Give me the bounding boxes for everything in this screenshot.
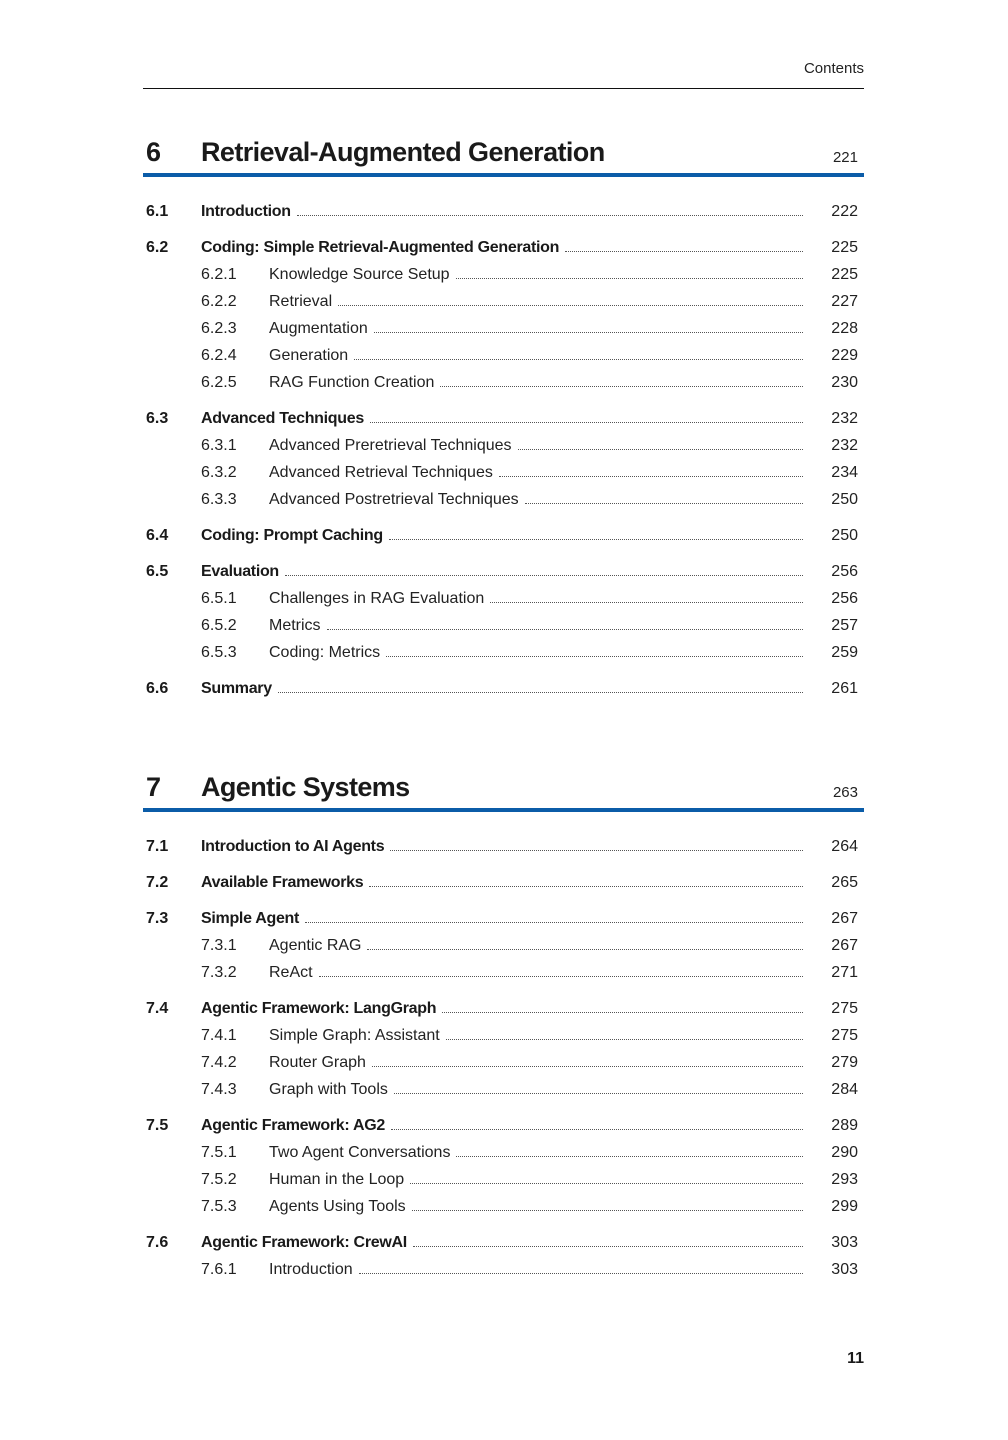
dot-leader (391, 1128, 803, 1130)
chapter-section (143, 768, 864, 1278)
entry-page-number: 228 (831, 320, 858, 337)
entry-page-number: 275 (831, 1000, 858, 1017)
entry-page-number: 225 (831, 239, 858, 256)
entry-page-number: 271 (831, 964, 858, 981)
entry-title-wrap (269, 1081, 803, 1099)
entry-title: Advanced Techniques (201, 410, 364, 427)
entry-title-wrap (269, 1198, 803, 1216)
entry-title-wrap (269, 320, 803, 338)
entry-number: 6.3 (146, 410, 169, 427)
entry-number: 7.2 (146, 874, 169, 891)
entry-title: Coding: Metrics (269, 644, 381, 661)
entry-title-wrap (269, 266, 803, 284)
entry-page-number: 230 (831, 374, 858, 391)
entry-title-wrap (201, 1117, 803, 1135)
dot-leader (319, 975, 803, 977)
dot-leader (285, 574, 803, 576)
entry-page-number: 229 (831, 347, 858, 364)
toc-subsection-entry[interactable] (143, 320, 864, 342)
toc-subsection-entry[interactable] (143, 1054, 864, 1076)
dot-leader (390, 849, 803, 851)
dot-leader (499, 475, 803, 477)
dot-leader (370, 421, 803, 423)
entry-title: Simple Agent (201, 910, 300, 927)
entry-title-wrap (269, 1261, 803, 1279)
toc-subsection-entry[interactable] (143, 374, 864, 396)
toc-section-entry[interactable] (143, 527, 864, 549)
entry-number: 6.2.2 (201, 293, 237, 310)
entry-title: Agentic Framework: CrewAI (201, 1234, 407, 1251)
entry-number: 6.6 (146, 680, 169, 697)
entry-number: 7.3 (146, 910, 169, 927)
toc-subsection-entry[interactable] (143, 491, 864, 513)
entry-title-wrap (269, 374, 803, 392)
entry-number: 7.3.1 (201, 937, 237, 954)
entry-title: Human in the Loop (269, 1171, 405, 1188)
entry-page-number: 256 (831, 563, 858, 580)
entry-page-number: 279 (831, 1054, 858, 1071)
entry-title-wrap (201, 910, 803, 928)
entry-title-wrap (269, 464, 803, 482)
toc-section-entry[interactable] (143, 838, 864, 860)
entry-number: 6.2.5 (201, 374, 237, 391)
entry-page-number: 250 (831, 527, 858, 544)
entry-page-number: 227 (831, 293, 858, 310)
toc-subsection-entry[interactable] (143, 1261, 864, 1283)
entry-number: 7.5.1 (201, 1144, 237, 1161)
toc-subsection-entry[interactable] (143, 1144, 864, 1166)
toc-subsection-entry[interactable] (143, 644, 864, 666)
entry-title-wrap (269, 491, 803, 509)
entry-number: 6.3.2 (201, 464, 237, 481)
toc-subsection-entry[interactable] (143, 1171, 864, 1193)
toc-subsection-entry[interactable] (143, 347, 864, 369)
entry-title-wrap (201, 1234, 803, 1252)
entry-title: Agents Using Tools (269, 1198, 406, 1215)
chapter-title: Retrieval-Augmented Generation (201, 137, 605, 167)
toc-section-entry[interactable] (143, 910, 864, 932)
entry-number: 7.6.1 (201, 1261, 237, 1278)
dot-leader (359, 1272, 803, 1274)
entry-number: 6.2.3 (201, 320, 237, 337)
entry-page-number: 261 (831, 680, 858, 697)
entry-page-number: 299 (831, 1198, 858, 1215)
entry-number: 7.5.2 (201, 1171, 237, 1188)
entry-title: Summary (201, 680, 272, 697)
chapter-number: 6 (146, 137, 161, 167)
dot-leader (386, 655, 803, 657)
entry-title: Agentic Framework: AG2 (201, 1117, 385, 1134)
entry-title: Retrieval (269, 293, 333, 310)
entry-title: Two Agent Conversations (269, 1144, 451, 1161)
entry-page-number: 289 (831, 1117, 858, 1134)
entry-page-number: 290 (831, 1144, 858, 1161)
chapter-page-number: 221 (832, 149, 858, 166)
entry-title-wrap (201, 527, 803, 545)
dot-leader (456, 1155, 803, 1157)
entry-title: Evaluation (201, 563, 279, 580)
toc-subsection-entry[interactable] (143, 617, 864, 639)
toc-section-entry[interactable] (143, 1117, 864, 1139)
entry-number: 7.4.2 (201, 1054, 237, 1071)
toc-section-entry[interactable] (143, 1234, 864, 1256)
entry-title-wrap (201, 680, 803, 698)
entry-number: 7.6 (146, 1234, 169, 1251)
entry-title-wrap (201, 203, 803, 221)
entry-title: Challenges in RAG Evaluation (269, 590, 485, 607)
entry-page-number: 259 (831, 644, 858, 661)
dot-leader (297, 214, 803, 216)
entry-number: 7.1 (146, 838, 169, 855)
entry-title: Knowledge Source Setup (269, 266, 450, 283)
dot-leader (518, 448, 803, 450)
entry-page-number: 232 (831, 437, 858, 454)
chapter-heading[interactable] (143, 133, 864, 177)
entry-number: 6.2.1 (201, 266, 237, 283)
dot-leader (446, 1038, 803, 1040)
entry-title-wrap (269, 1144, 803, 1162)
entry-page-number: 284 (831, 1081, 858, 1098)
dot-leader (305, 921, 803, 923)
toc-subsection-entry[interactable] (143, 293, 864, 315)
entry-page-number: 267 (831, 937, 858, 954)
entry-page-number: 256 (831, 590, 858, 607)
dot-leader (413, 1245, 803, 1247)
entry-title: Router Graph (269, 1054, 366, 1071)
entry-page-number: 257 (831, 617, 858, 634)
entry-number: 6.3.3 (201, 491, 237, 508)
entry-number: 6.2 (146, 239, 169, 256)
entry-page-number: 234 (831, 464, 858, 481)
entry-title-wrap (269, 293, 803, 311)
entry-page-number: 267 (831, 910, 858, 927)
toc-subsection-entry[interactable] (143, 1027, 864, 1049)
entry-number: 7.4.1 (201, 1027, 237, 1044)
dot-leader (410, 1182, 803, 1184)
entry-title-wrap (201, 874, 803, 892)
entry-page-number: 303 (831, 1234, 858, 1251)
entry-title: Graph with Tools (269, 1081, 388, 1098)
entry-title-wrap (201, 239, 803, 257)
entry-page-number: 225 (831, 266, 858, 283)
running-head: Contents (803, 60, 864, 77)
entry-number: 7.3.2 (201, 964, 237, 981)
entry-title: Advanced Postretrieval Techniques (269, 491, 519, 508)
toc-section-entry[interactable] (143, 1000, 864, 1022)
dot-leader (369, 885, 803, 887)
entry-title-wrap (269, 617, 803, 635)
entry-title: Introduction (269, 1261, 353, 1278)
entry-title: Metrics (269, 617, 321, 634)
entry-number: 6.5.1 (201, 590, 237, 607)
dot-leader (327, 628, 803, 630)
dot-leader (565, 250, 803, 252)
entry-number: 6.5.3 (201, 644, 237, 661)
entry-title-wrap (269, 347, 803, 365)
chapter-section (143, 133, 864, 697)
dot-leader (456, 277, 803, 279)
dot-leader (278, 691, 803, 693)
toc-section-entry[interactable] (143, 239, 864, 261)
entry-page-number: 275 (831, 1027, 858, 1044)
entry-title: Coding: Simple Retrieval-Augmented Generation (201, 239, 560, 256)
toc-subsection-entry[interactable] (143, 437, 864, 459)
chapter-page-number: 263 (832, 784, 858, 801)
entry-title-wrap (269, 590, 803, 608)
entry-title-wrap (269, 1054, 803, 1072)
entry-title-wrap (269, 644, 803, 662)
entry-title-wrap (201, 563, 803, 581)
entry-title: Augmentation (269, 320, 368, 337)
entry-page-number: 232 (831, 410, 858, 427)
toc-section-entry[interactable] (143, 203, 864, 225)
dot-leader (440, 385, 803, 387)
entry-number: 7.4.3 (201, 1081, 237, 1098)
toc-section-entry[interactable] (143, 874, 864, 896)
dot-leader (394, 1092, 803, 1094)
entry-title-wrap (201, 1000, 803, 1018)
entry-number: 6.1 (146, 203, 169, 220)
toc-subsection-entry[interactable] (143, 1081, 864, 1103)
entry-title: Introduction to AI Agents (201, 838, 385, 855)
header-rule (143, 88, 864, 89)
dot-leader (338, 304, 803, 306)
entry-title: Agentic Framework: LangGraph (201, 1000, 437, 1017)
dot-leader (367, 948, 803, 950)
chapter-heading[interactable] (143, 768, 864, 812)
entry-page-number: 264 (831, 838, 858, 855)
dot-leader (412, 1209, 803, 1211)
toc-section-entry[interactable] (143, 410, 864, 432)
entry-title-wrap (269, 1027, 803, 1045)
dot-leader (389, 538, 803, 540)
dot-leader (525, 502, 803, 504)
entry-number: 7.5 (146, 1117, 169, 1134)
dot-leader (372, 1065, 803, 1067)
entry-number: 6.2.4 (201, 347, 237, 364)
entry-page-number: 250 (831, 491, 858, 508)
toc-subsection-entry[interactable] (143, 464, 864, 486)
toc-subsection-entry[interactable] (143, 964, 864, 986)
entry-number: 6.5.2 (201, 617, 237, 634)
entry-title: Simple Graph: Assistant (269, 1027, 440, 1044)
page-number: 11 (847, 1350, 864, 1367)
entry-title: Coding: Prompt Caching (201, 527, 383, 544)
entry-title: Advanced Retrieval Techniques (269, 464, 493, 481)
entry-title-wrap (269, 964, 803, 982)
entry-title: Advanced Preretrieval Techniques (269, 437, 512, 454)
entry-page-number: 222 (831, 203, 858, 220)
entry-number: 7.5.3 (201, 1198, 237, 1215)
entry-number: 6.4 (146, 527, 169, 544)
toc-section-entry[interactable] (143, 563, 864, 585)
entry-title: Generation (269, 347, 349, 364)
toc-subsection-entry[interactable] (143, 1198, 864, 1220)
entry-title: Agentic RAG (269, 937, 362, 954)
dot-leader (354, 358, 803, 360)
toc-subsection-entry[interactable] (143, 937, 864, 959)
dot-leader (442, 1011, 803, 1013)
dot-leader (374, 331, 803, 333)
toc-subsection-entry[interactable] (143, 266, 864, 288)
chapter-number: 7 (146, 772, 161, 802)
toc-subsection-entry[interactable] (143, 590, 864, 612)
toc-section-entry[interactable] (143, 680, 864, 702)
chapter-title: Agentic Systems (201, 772, 410, 802)
entry-number: 6.3.1 (201, 437, 237, 454)
entry-title: Available Frameworks (201, 874, 364, 891)
entry-title-wrap (201, 410, 803, 428)
entry-title: ReAct (269, 964, 313, 981)
entry-number: 7.4 (146, 1000, 169, 1017)
entry-page-number: 293 (831, 1171, 858, 1188)
entry-title-wrap (269, 937, 803, 955)
entry-title-wrap (269, 437, 803, 455)
entry-title-wrap (201, 838, 803, 856)
entry-title: Introduction (201, 203, 291, 220)
entry-title: RAG Function Creation (269, 374, 435, 391)
entry-page-number: 303 (831, 1261, 858, 1278)
entry-title-wrap (269, 1171, 803, 1189)
entry-page-number: 265 (831, 874, 858, 891)
dot-leader (490, 601, 803, 603)
entry-number: 6.5 (146, 563, 169, 580)
